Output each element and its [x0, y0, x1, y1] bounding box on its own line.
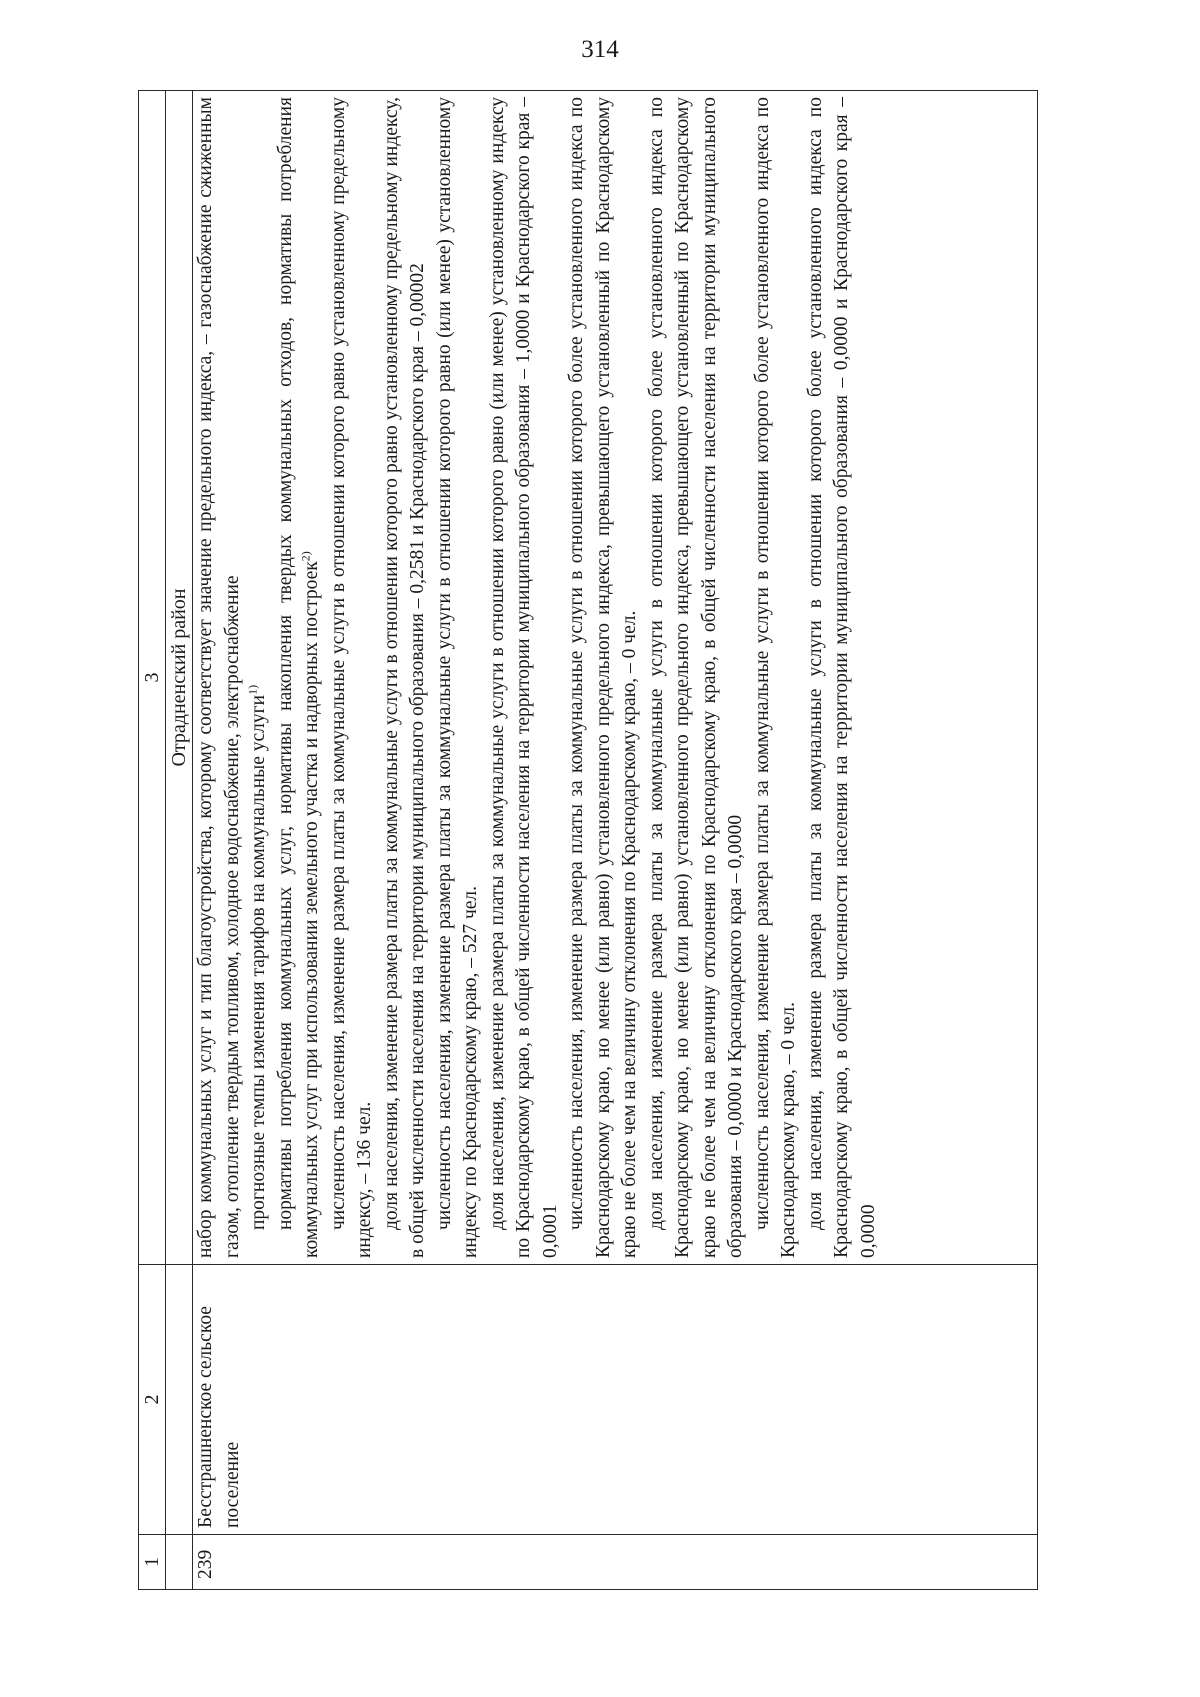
paragraph-population-between: численность населения, изменение размера платы за коммунальные услуги в отношении которого более установленного индекса по Краснодарскому краю, но менее (или равно) установленного предельного индекса, превышающего установленный по Краснодарскому краю не более чем на величину отклонения по Краснодарскому краю, – 0 чел.	[566, 97, 640, 1258]
footnote-mark: 1)	[245, 684, 260, 695]
paragraph-services: набор коммунальных услуг и тип благоустройства, которому соответствует значение предельного индекса, – газоснабжение сжиженным газом, отопление твердым топливом, холодное водоснабжение, электроснабжение	[195, 97, 243, 1258]
paragraph-share-more: доля населения, изменение размера платы за коммунальные услуги в отношении которого более установленного индекса по Краснодарскому краю, в общей численности населения на территории муниципального образования – 0,0000 и Краснодарского края – 0,0000	[804, 97, 879, 1258]
header-col-3: 3	[139, 91, 166, 1265]
paragraph-population-more: численность населения, изменение размера платы за коммунальные услуги в отношении которого более установленного индекса по Краснодарскому краю, – 0 чел.	[751, 97, 799, 1258]
settlement-name: Бесстрашненское сельское поселение	[193, 1265, 1038, 1535]
paragraph-population-less: численность населения, изменение размера платы за коммунальные услуги в отношении которого равно (или менее) установленному индексу по Краснодарскому краю, – 527 чел.	[433, 97, 481, 1258]
footnote-mark: 2)	[298, 551, 313, 562]
page-number: 314	[581, 36, 619, 63]
paragraph-norms: нормативы потребления коммунальных услуг, нормативы накопления твердых коммунальных отходов, нормативы потребления коммунальных услуг при использовании земельного участка и надворных построек$^{2)}$	[274, 97, 322, 1258]
header-row	[139, 91, 166, 1590]
paragraph-population-equal: численность населения, изменение размера платы за коммунальные услуги в отношении которого равно установленному предельному индексу, – 136 чел.	[327, 97, 375, 1258]
region-title: Отрадненский район	[166, 91, 193, 1265]
paragraph-tariffs: прогнозные темпы изменения тарифов на коммунальные услуги$^{1)}$	[245, 684, 269, 1230]
header-col-1: 1	[139, 1535, 166, 1590]
paragraph-share-equal: доля населения, изменение размера платы за коммунальные услуги в отношении которого равно установленному предельному индексу, в общей численности населения на территории муниципального образования – 0,2581 и Краснодарского края – 0,00002	[380, 97, 428, 1258]
rotated-table-wrapper	[138, 90, 1038, 1590]
paragraph-share-less: доля населения, изменение размера платы за коммунальные услуги в отношении которого равно (или менее) установленному индексу по Краснодарскому краю, в общей численности населения на территории муниципального образования – 1,0000 и Краснодарского края – 0,0001	[486, 97, 561, 1258]
region-row	[166, 91, 193, 1590]
row-content	[193, 91, 1038, 1265]
region-spacer-2	[166, 1265, 193, 1535]
paragraph-share-between: доля населения, изменение размера платы за коммунальные услуги в отношении которого более установленного индекса по Краснодарскому краю, но менее (или равно) установленного предельного индекса, превышающего установленный по Краснодарскому краю не более чем на величину отклонения по Краснодарскому краю, в общей численности населения на территории муниципального образования – 0,0000 и Краснодарского края – 0,0000	[645, 97, 746, 1258]
header-col-2: 2	[139, 1265, 166, 1535]
municipal-index-table	[138, 90, 1038, 1590]
region-spacer-1	[166, 1535, 193, 1590]
row-number: 239	[193, 1535, 1038, 1590]
table-row	[193, 91, 1038, 1590]
